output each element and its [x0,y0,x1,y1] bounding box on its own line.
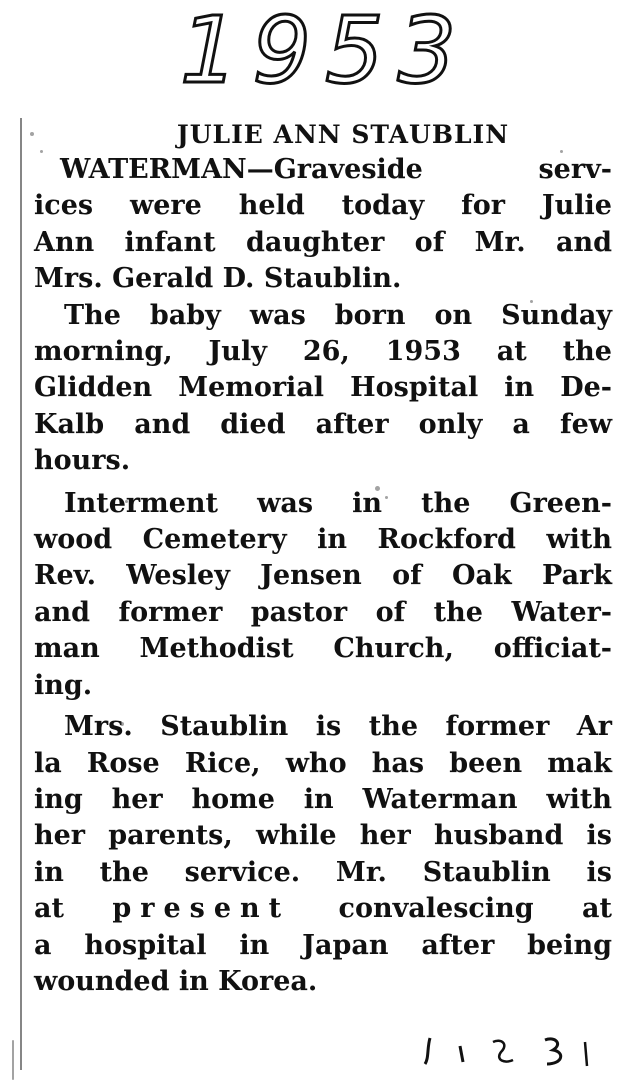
print-speck [125,500,128,503]
print-speck [375,486,380,491]
text-line: hours. [34,445,131,477]
handwritten-year-text: 1953 [180,0,471,100]
print-speck [530,300,533,303]
text-line: WATERMAN—Graveside serv- [60,154,612,185]
text-line: ices were held today for Julie [34,190,612,222]
text-line: her parents, while her husband is [34,820,612,852]
article-headline: JULIE ANN STAUBLIN [176,120,510,149]
print-speck [30,132,34,136]
text-line: Mrs. Gerald D. Staublin. [34,263,402,295]
print-speck [560,150,563,153]
text-line: ing her home in Waterman with [34,783,612,815]
paragraph-2 [34,298,612,480]
paragraph-3 [34,486,612,704]
text-line: in the service. Mr. Staublin is [34,856,612,888]
print-speck [120,722,124,726]
text-line: la Rose Rice, who has been mak [34,747,612,779]
print-speck [385,496,388,499]
text-line: Rev. Wesley Jensen of Oak Park [34,560,612,592]
text-line: Interment was in the Green- [64,487,612,519]
handwritten-year [170,0,490,100]
text-line: a hospital in Japan after being [34,929,612,961]
paragraph-1 [34,152,612,298]
text-line: man Methodist Church, officiat- [34,633,612,665]
paragraph-4 [34,709,612,1000]
print-speck [12,1040,14,1080]
newspaper-clipping [34,120,612,1000]
text-line: Glidden Memorial Hospital in De- [34,372,612,404]
text-line: Ann infant daughter of Mr. and [34,226,612,258]
text-line: wounded in Korea. [34,965,318,997]
handwritten-scribble [405,1030,605,1070]
text-line: at present convalescing at [34,893,613,925]
text-line: and former pastor of the Water- [34,596,612,628]
text-line: The baby was born on Sunday [64,299,612,331]
text-line: Mrs. Staublin is the former Ar [64,711,612,743]
text-line: wood Cemetery in Rockford with [34,524,612,556]
text-line: morning, July 26, 1953 at the [34,336,612,368]
column-rule [20,118,22,1070]
text-line: ing. [34,669,93,701]
text-line: Kalb and died after only a few [34,408,612,440]
print-speck [40,150,43,153]
